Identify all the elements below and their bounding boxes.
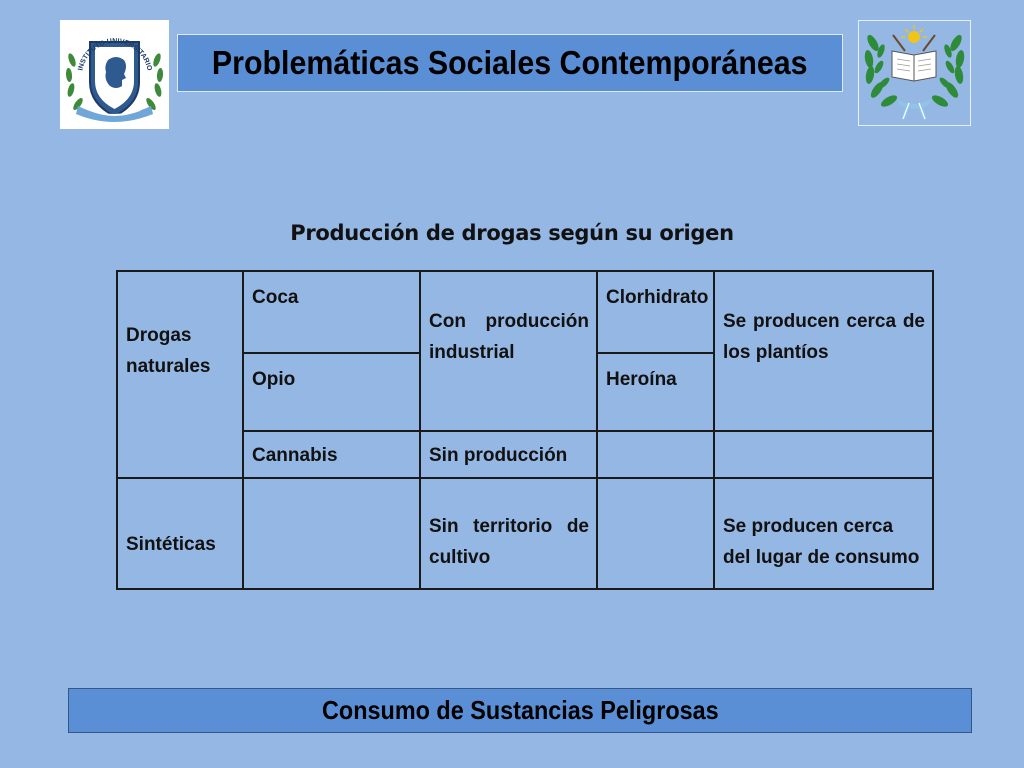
school-emblem: [858, 20, 971, 126]
footer-banner: [68, 688, 972, 733]
svg-text:INSTITUTO UNIVERSITARIO: INSTITUTO UNIVERSITARIO: [77, 37, 153, 72]
table-cell: Con producción industrial: [420, 271, 597, 431]
table-cell: Sin producción: [420, 431, 597, 478]
table-cell: Se producen cerca del lugar de consumo: [714, 478, 933, 589]
table-cell: [597, 478, 714, 589]
table-cell: Coca: [243, 271, 420, 353]
table-cell: Opio: [243, 353, 420, 431]
page-title-box: [177, 34, 843, 92]
table-cell: Se producen cerca de los plantíos: [714, 271, 933, 431]
table-cell: Cannabis: [243, 431, 420, 478]
drug-production-table: [116, 270, 934, 590]
table-cell-category: Drogas naturales: [117, 271, 243, 478]
police-institute-crest-icon: [60, 20, 169, 129]
table-cell: Sin territorio de cultivo: [420, 478, 597, 589]
table-row: [117, 271, 933, 353]
institute-logo: [60, 20, 169, 129]
table-cell-category: Sintéticas: [117, 478, 243, 589]
laurel-book-emblem-icon: [859, 21, 970, 125]
table-cell: [243, 478, 420, 589]
table-cell: [714, 431, 933, 478]
table-cell: Clorhidrato: [597, 271, 714, 353]
footer-label: Consumo de Sustancias Peligrosas: [321, 695, 719, 725]
table-row: [117, 478, 933, 589]
table-cell: Heroína: [597, 353, 714, 431]
page-title: Problemáticas Sociales Contemporáneas: [212, 44, 808, 81]
table-cell: [597, 431, 714, 478]
table-title: Producción de drogas según su origen: [290, 221, 734, 245]
